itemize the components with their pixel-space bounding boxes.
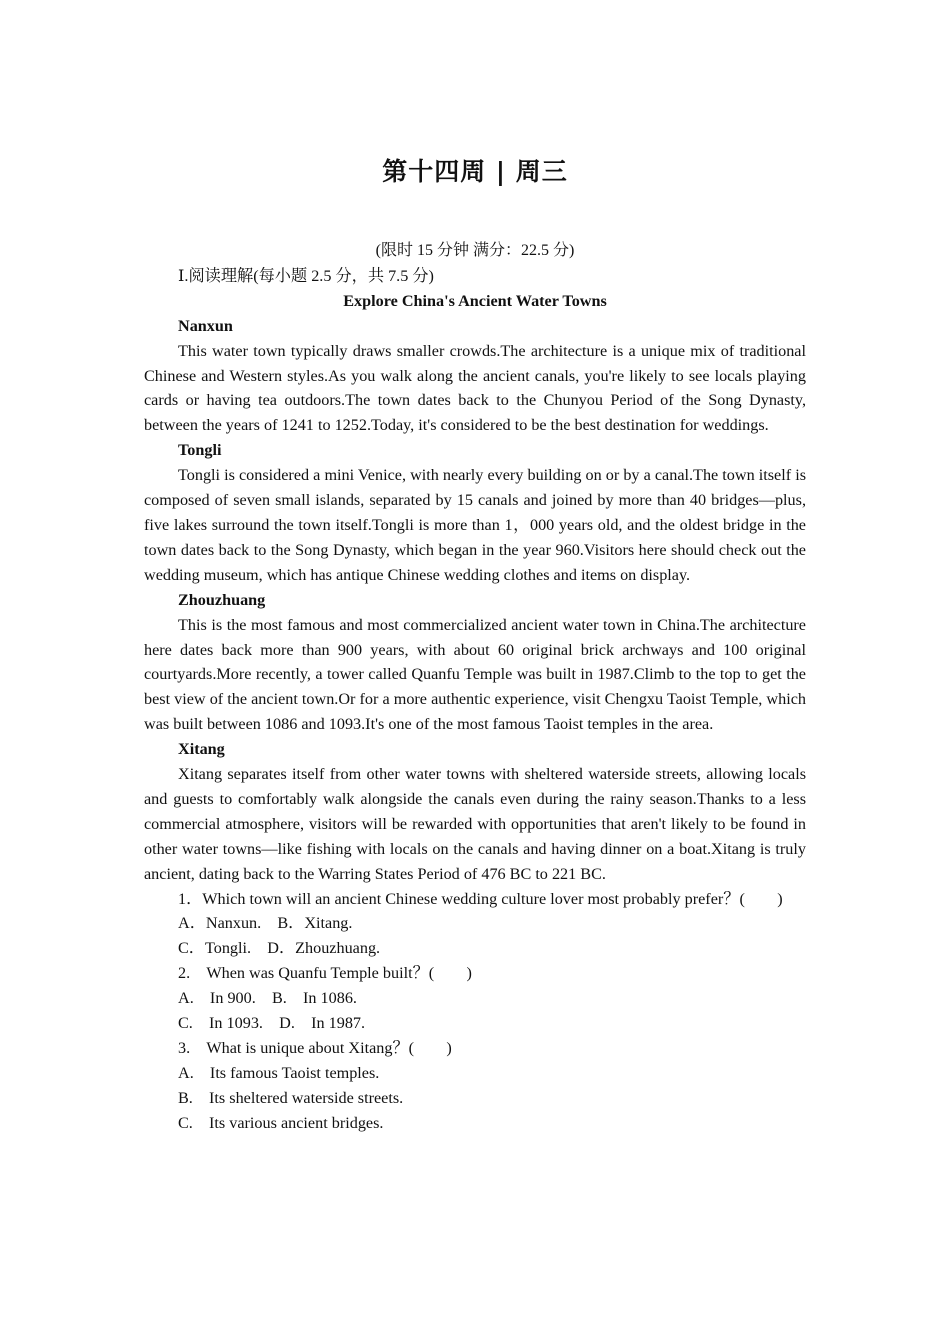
paragraph-xitang: Xitang separates itself from other water towns with sheltered waterside streets, allowing locals and guests to comfortably walk alongside the canals even during the rainy season.Thanks to a less commercial atmosphere, visitors will be rewarded with opportunities that aren't likely to be found in other water towns—like fishing with locals on the canals and having dinner on a boat.Xitang is truly ancient, dating back to the Warring States Period of 476 BC to 221 BC. [144,765,806,883]
question-3-option-c: C. Its various ancient bridges. [178,1113,384,1132]
question-2-options-line-2: C. In 1093. D. In 1987. [178,1014,366,1033]
question-1-options-line-1: A．Nanxun. B．Xitang. [178,914,353,933]
paragraph-nanxun: This water town typically draws smaller crowds.The architecture is a unique mix of traditional Chinese and Western styles.As you walk along the ancient canals, you're likely to see locals playing cards or having tea outdoors.The town dates back to the Chunyou Period of the Song Dynasty, between the years of 1241 to 1252.Today, it's considered to be the best destination for weddings. [144,341,806,435]
question-2-options-line-1: A. In 900. B. In 1086. [178,989,357,1008]
paragraph-zhouzhuang: This is the most famous and most commercialized ancient water town in China.The architecture here dates back more than 900 years, with about 60 original brick archways and 100 original courtyards.More recently, a tower called Quanfu Temple was built in 1987.Climb to the top to get the best view of the ancient town.Or for a more authentic experience, visit Chengxu Taoist Temple, which was built between 1086 and 1093.It's one of the most famous Taoist temples in the area. [144,615,806,734]
section-heading-zhouzhuang: Zhouzhuang [178,590,266,609]
question-2-stem: 2. When was Quanfu Temple built？( ) [178,964,472,983]
question-1-options-line-2: C．Tongli. D．Zhouzhuang. [178,939,381,958]
question-3-option-a: A. Its famous Taoist temples. [178,1063,380,1082]
question-3-stem: 3. What is unique about Xitang？( ) [178,1039,452,1057]
page-title: 第十四周 | 周三 [382,157,568,186]
section-heading-tongli: Tongli [178,441,222,460]
question-3-option-b: B. Its sheltered waterside streets. [178,1088,404,1107]
question-1-stem: 1．Which town will an ancient Chinese wedding culture lover most probably prefer？( ) [178,889,783,908]
section-heading-xitang: Xitang [178,740,225,759]
section-heading-nanxun: Nanxun [178,316,233,335]
time-limit-note: (限时 15 分钟 满分：22.5 分) [375,242,575,259]
article-title: Explore China's Ancient Water Towns [343,291,607,310]
worksheet-body [144,239,806,1136]
paragraph-tongli: Tongli is considered a mini Venice, with nearly every building on or by a canal.The town itself is composed of seven small islands, separated by 15 canals and joined by more than 40 bridges—plus, five lakes surround the town itself.Tongli is more than 1，000 years old, and the oldest bridge in the town dates back to the Song Dynasty, which began in the year 960.Visitors here should check out the wedding museum, which has antique Chinese wedding clothes and items on display. [144,466,806,584]
section-heading: Ⅰ.阅读理解(每小题 2.5 分，共 7.5 分) [178,266,434,285]
